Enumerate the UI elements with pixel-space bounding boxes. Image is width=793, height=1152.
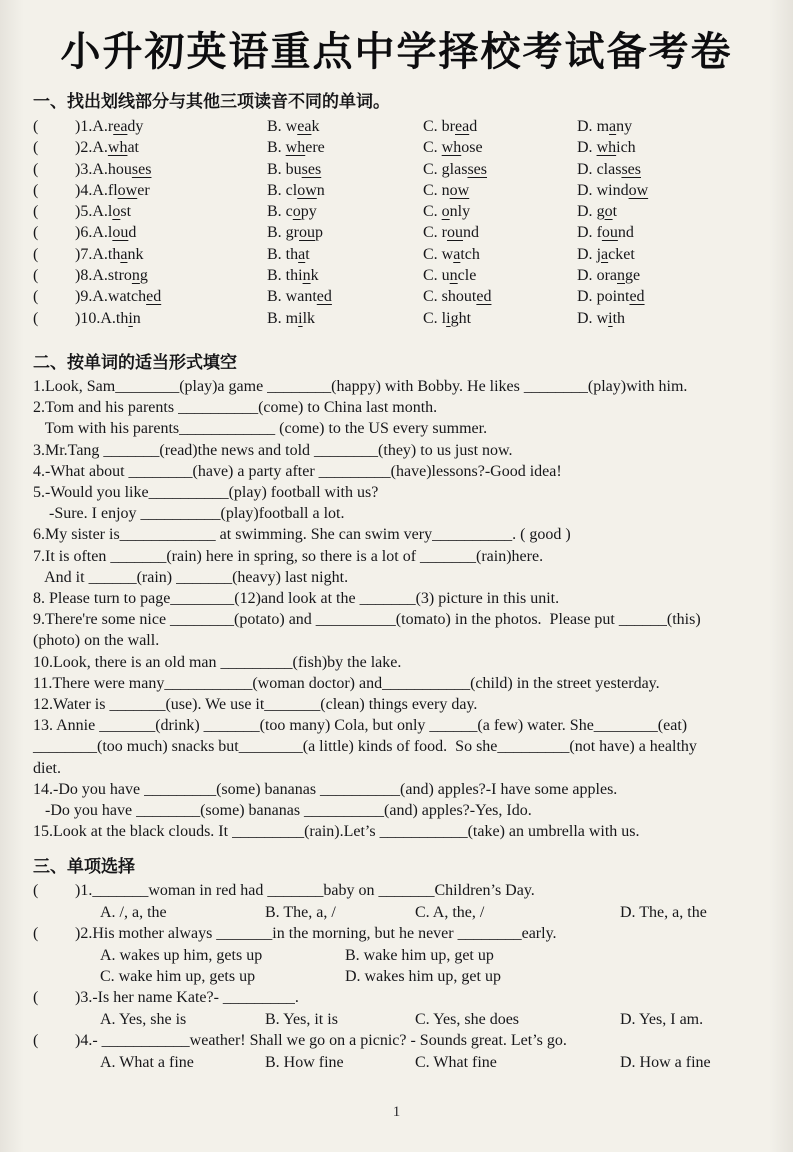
fill-blank-lines	[33, 376, 793, 842]
underlined-letters: ea	[297, 118, 312, 135]
underlined-letters: ses	[131, 160, 152, 178]
phonetic-option: )1.A.ready	[75, 118, 144, 135]
mc-option: C. wake him up, gets up	[100, 968, 256, 986]
page-number: 1	[392, 1104, 401, 1120]
phonetic-option: B. weak	[267, 118, 320, 135]
phonetic-option: D. pointed	[577, 288, 645, 306]
phonetic-option: B. group	[267, 224, 323, 242]
phonetic-option: B. that	[267, 245, 310, 263]
mc-option: D. Yes, I am.	[620, 1010, 704, 1028]
mc-option: C. What fine	[415, 1053, 497, 1071]
mc-option: D. The, a, the	[620, 903, 707, 921]
fill-blank-line: -Sure. I enjoy __________(play)football a lot.	[33, 505, 345, 523]
section3-heading: 三、单项选择	[33, 857, 135, 877]
phonetic-row	[33, 180, 793, 201]
fill-blank-line: 8. Please turn to page________(12)and look at the _______(3) picture in this unit.	[33, 590, 560, 607]
underlined-letters: a	[601, 245, 609, 263]
phonetic-option: B. copy	[267, 203, 317, 221]
mc-options-row	[100, 945, 793, 988]
phonetic-option: C. glasses	[423, 160, 488, 178]
mc-question	[33, 987, 793, 1008]
phonetic-option: B. clown	[267, 181, 325, 199]
mc-option: B. The, a, /	[265, 903, 336, 921]
phonetic-rows	[33, 116, 793, 329]
section1-heading: 一、找出划线部分与其他三项读音不同的单词。	[33, 92, 390, 111]
exam-paper-page	[0, 30, 793, 1152]
phonetic-option: )6.A.loud	[75, 224, 137, 242]
phonetic-option: )9.A.watched	[75, 288, 162, 306]
phonetic-option: D. orange	[577, 267, 641, 285]
mc-option: A. Yes, she is	[100, 1010, 187, 1028]
mc-question-stem: )3.-Is her name Kate?- _________.	[75, 989, 299, 1007]
mc-option: B. wake him up, get up	[345, 946, 494, 964]
underlined-letters: ed	[629, 288, 645, 306]
page-title: 小升初英语重点中学择校考试备考卷	[60, 30, 733, 74]
mc-options-row	[100, 1052, 793, 1073]
answer-bracket: (	[33, 1032, 39, 1050]
underlined-letters: ed	[476, 288, 492, 306]
mc-option: C. A, the, /	[415, 903, 485, 921]
answer-bracket: (	[33, 288, 39, 306]
underlined-letters: ses	[301, 160, 322, 178]
phonetic-option: C. only	[423, 203, 471, 221]
phonetic-option: D. classes	[577, 160, 641, 178]
underlined-letters: n	[617, 267, 625, 285]
underlined-letters: wh	[441, 139, 462, 157]
underlined-letters: n	[131, 267, 140, 285]
phonetic-option: B. wanted	[267, 288, 332, 306]
underlined-letters: a	[453, 245, 461, 263]
mc-option: D. How a fine	[620, 1053, 711, 1071]
underlined-letters: ow	[117, 181, 138, 199]
fill-blank-line: (photo) on the wall.	[33, 632, 160, 650]
phonetic-option: B. where	[267, 139, 325, 157]
fill-blank-line: 10.Look, there is an old man _________(fish)by the lake.	[33, 653, 402, 671]
phonetic-option: D. with	[577, 309, 626, 327]
mc-option: B. How fine	[265, 1053, 344, 1071]
underlined-letters: ow	[628, 181, 649, 199]
underlined-letters: wh	[107, 139, 128, 157]
mc-option: B. Yes, it is	[265, 1010, 338, 1028]
phonetic-option: )4.A.flower	[75, 181, 150, 199]
fill-blank-line: 15.Look at the black clouds. It _________(rain).Let’s ___________(take) an umbrella with us.	[33, 823, 640, 841]
answer-bracket: (	[33, 118, 39, 135]
fill-blank-line: 6.My sister is____________ at swimming. She can swim very__________. ( good )	[33, 526, 571, 544]
underlined-letters: i	[608, 309, 613, 327]
phonetic-option: )2.A.what	[75, 139, 139, 157]
answer-bracket: (	[33, 882, 39, 900]
underlined-letters: o	[604, 203, 613, 221]
answer-bracket: (	[33, 245, 39, 263]
phonetic-row	[33, 244, 793, 265]
phonetic-option: )5.A.lost	[75, 203, 132, 221]
underlined-letters: wh	[596, 139, 617, 157]
phonetic-option: D. jacket	[577, 245, 635, 263]
fill-blank-line: 4.-What about ________(have) a party after _________(have)lessons?-Good idea!	[33, 462, 562, 480]
answer-bracket: (	[33, 309, 39, 327]
mc-question-stem: )4.- ___________weather! Shall we go on a picnic? - Sounds great. Let’s go.	[75, 1032, 567, 1050]
mc-question	[33, 923, 793, 944]
fill-blank-line: Tom with his parents____________ (come) to the US every summer.	[33, 420, 488, 438]
phonetic-option: C. uncle	[423, 267, 477, 285]
phonetic-option: )3.A.houses	[75, 160, 152, 178]
phonetic-option: B. think	[267, 267, 319, 285]
underlined-letters: ou	[112, 224, 129, 242]
fill-blank-line: 1.Look, Sam________(play)a game ________(happy) with Bobby. He likes ________(play)with him.	[33, 377, 688, 395]
underlined-letters: ea	[455, 118, 470, 135]
phonetic-option: C. watch	[423, 245, 480, 263]
phonetic-option: )7.A.thank	[75, 245, 144, 263]
underlined-letters: o	[112, 203, 121, 221]
underlined-letters: i	[446, 309, 451, 327]
mc-option: D. wakes him up, get up	[345, 968, 501, 986]
mc-question	[33, 880, 793, 901]
fill-blank-line: diet.	[33, 759, 61, 777]
fill-blank-line: 5.-Would you like__________(play) football with us?	[33, 483, 379, 501]
answer-bracket: (	[33, 160, 39, 178]
phonetic-option: C. round	[423, 224, 479, 242]
fill-blank-line: 13. Annie _______(drink) _______(too many) Cola, but only ______(a few) water. She________(eat)	[33, 717, 688, 735]
phonetic-option: C. light	[423, 309, 472, 327]
underlined-letters: ou	[601, 224, 618, 242]
underlined-letters: a	[298, 245, 306, 263]
fill-blank-line: 11.There were many___________(woman doctor) and___________(child) in the street yesterday.	[33, 674, 660, 692]
underlined-letters: ed	[146, 288, 162, 306]
fill-blank-line: 9.There're some nice ________(potato) and __________(tomato) in the photos. Please put ______(this)	[33, 611, 701, 629]
underlined-letters: o	[441, 203, 450, 221]
underlined-letters: a	[120, 245, 128, 263]
underlined-letters: n	[302, 267, 311, 285]
fill-blank-line: -Do you have ________(some) bananas __________(and) apples?-Yes, Ido.	[33, 802, 532, 820]
section2-heading: 二、按单词的适当形式填空	[33, 352, 237, 372]
underlined-letters: ou	[447, 224, 463, 242]
phonetic-option: B. buses	[267, 160, 322, 178]
underlined-letters: n	[449, 267, 458, 285]
answer-bracket: (	[33, 203, 39, 221]
underlined-letters: o	[292, 203, 301, 221]
phonetic-option: D. got	[577, 203, 618, 221]
phonetic-row	[33, 116, 793, 137]
mc-options-row	[100, 1009, 793, 1030]
multiple-choice-questions	[33, 880, 793, 1073]
phonetic-row	[33, 222, 793, 243]
fill-blank-line: ________(too much) snacks but________(a little) kinds of food. So she_________(not have) a healthy	[33, 738, 697, 756]
underlined-letters: ow	[449, 181, 470, 199]
phonetic-row	[33, 137, 793, 158]
phonetic-option: D. which	[577, 139, 636, 157]
mc-option: A. What a fine	[100, 1053, 194, 1071]
phonetic-row	[33, 159, 793, 180]
phonetic-option: C. now	[423, 181, 470, 199]
mc-question	[33, 1030, 793, 1051]
phonetic-row	[33, 201, 793, 222]
underlined-letters: ow	[297, 181, 317, 199]
phonetic-option: )10.A.thin	[75, 309, 141, 327]
underlined-letters: wh	[285, 139, 306, 157]
fill-blank-line: 12.Water is _______(use). We use it_______(clean) things every day.	[33, 696, 478, 714]
underlined-letters: i	[298, 309, 303, 327]
answer-bracket: (	[33, 267, 39, 285]
mc-question-stem: )2.His mother always _______in the morning, but he never ________early.	[75, 925, 557, 943]
fill-blank-line: 3.Mr.Tang _______(read)the news and told ________(they) to us just now.	[33, 441, 513, 459]
phonetic-row	[33, 286, 793, 307]
fill-blank-line: 14.-Do you have _________(some) bananas __________(and) apples?-I have some apples.	[33, 780, 618, 798]
answer-bracket: (	[33, 139, 39, 157]
mc-question-stem: )1._______woman in red had _______baby on _______Children’s Day.	[75, 882, 535, 900]
underlined-letters: ou	[299, 224, 315, 242]
phonetic-option: C. shouted	[423, 288, 492, 306]
phonetic-option: C. whose	[423, 139, 483, 157]
fill-blank-line: 2.Tom and his parents __________(come) to China last month.	[33, 399, 438, 417]
answer-bracket: (	[33, 989, 39, 1007]
mc-option: C. Yes, she does	[415, 1010, 520, 1028]
underlined-letters: i	[128, 309, 133, 327]
answer-bracket: (	[33, 925, 39, 943]
fill-blank-line: 7.It is often _______(rain) here in spring, so there is a lot of _______(rain)here.	[33, 547, 544, 565]
phonetic-row	[33, 308, 793, 329]
answer-bracket: (	[33, 181, 39, 199]
phonetic-option: B. milk	[267, 309, 316, 327]
mc-option: A. wakes up him, gets up	[100, 946, 263, 964]
phonetic-row	[33, 265, 793, 286]
underlined-letters: ses	[621, 160, 641, 178]
mc-option: A. /, a, the	[100, 903, 167, 921]
answer-bracket: (	[33, 224, 39, 242]
phonetic-option: D. found	[577, 224, 634, 242]
underlined-letters: ed	[316, 288, 332, 306]
phonetic-option: )8.A.strong	[75, 267, 148, 285]
phonetic-option: D. many	[577, 118, 633, 135]
underlined-letters: ea	[113, 118, 128, 135]
underlined-letters: ses	[467, 160, 488, 178]
phonetic-option: D. window	[577, 181, 649, 199]
phonetic-option: C. bread	[423, 118, 478, 135]
underlined-letters: a	[609, 118, 617, 135]
mc-options-row	[100, 902, 793, 923]
fill-blank-line: And it ______(rain) _______(heavy) last night.	[33, 568, 349, 586]
